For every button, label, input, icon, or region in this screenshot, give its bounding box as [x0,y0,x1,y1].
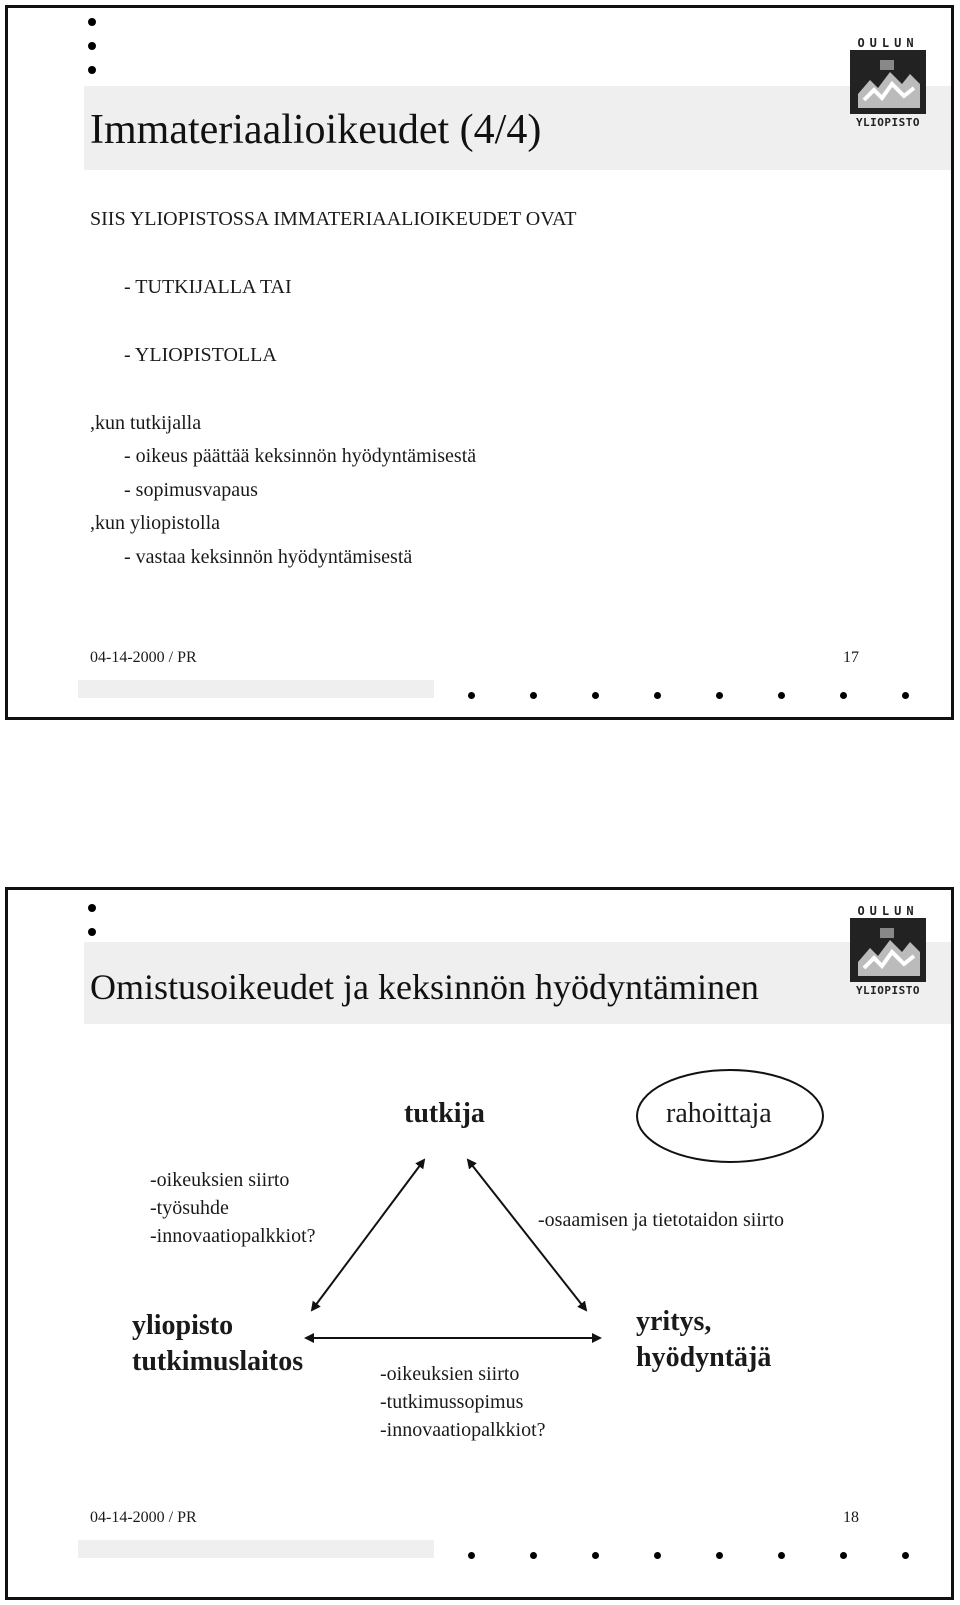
slide-18 [5,887,954,1600]
university-logo [848,36,928,132]
page-number: 17 [843,649,859,666]
logo-top-text: OULUN [857,904,919,918]
footer-date: 04-14-2000 / PR [90,1509,197,1526]
logo-bottom-text: YLIOPISTO [855,116,921,129]
text-line: - vastaa keksinnön hyödyntämisestä [124,546,413,568]
text-line: ,kun tutkijalla [90,412,202,434]
footer-band [78,680,434,698]
node-university: yliopisto tutkimuslaitos [132,1310,304,1377]
edge-label-bottom: -oikeuksien siirto -tutkimussopimus -innovaatiopalkkiot? [380,1363,546,1441]
text-line: SIIS YLIOPISTOSSA IMMATERIAALIOIKEUDET OVAT [90,208,577,230]
footer-band [78,1540,434,1558]
text-line: - sopimusvapaus [124,479,258,501]
node-researcher: tutkija [404,1098,485,1129]
slide-title: Omistusoikeudet ja keksinnön hyödyntäminen [90,967,759,1007]
arrow-researcher-university [312,1160,424,1310]
footer-dots [468,1552,928,1562]
text-line: - TUTKIJALLA TAI [124,276,292,298]
slide-title: Immateriaalioikeudet (4/4) [90,107,542,153]
edge-label-left: -oikeuksien siirto -työsuhde -innovaatiopalkkiot? [150,1169,316,1247]
logo-bottom-text: YLIOPISTO [855,984,921,997]
text-line: - oikeus päättää keksinnön hyödyntämisestä [124,445,477,467]
side-dots [88,18,100,88]
text-line: - YLIOPISTOLLA [124,344,277,366]
footer-date: 04-14-2000 / PR [90,649,197,666]
node-funder: rahoittaja [666,1098,772,1129]
logo-top-text: OULUN [857,36,919,50]
edge-label-right: -osaamisen ja tietotaidon siirto [538,1209,785,1231]
text-line: ,kun yliopistolla [90,512,220,534]
footer-dots [468,692,928,702]
slide-17 [5,5,954,720]
node-company: yritys, hyödyntäjä [636,1306,772,1373]
page-number: 18 [843,1509,859,1526]
puzzle-logo-icon [850,50,926,114]
arrow-researcher-company [468,1160,586,1310]
